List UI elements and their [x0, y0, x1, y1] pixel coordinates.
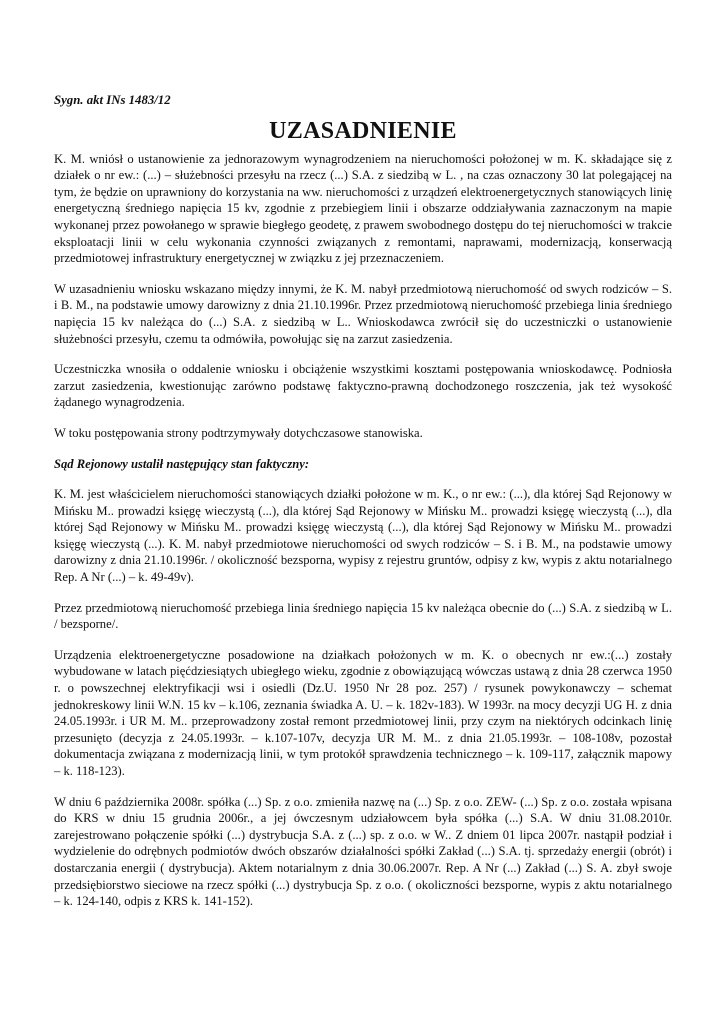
paragraph-6: Przez przedmiotową nieruchomość przebiega linia średniego napięcia 15 kv należąca obecnie do (...) S.A. z siedzibą w L. / bezsporne/.	[54, 600, 672, 632]
paragraph-1: K. M. wniósł o ustanowienie za jednorazowym wynagrodzeniem na nieruchomości położonej w m. K. składające się z działek o nr ew.: (...) – służebności przesyłu na rzecz (...) S.A. z siedzibą w L. , na czas oznaczony 30 lat polegającej na tym, że będzie on uprawniony do korzystania na ww. nieruchomości z urządzeń elektroenergetycznych stanowiących linię energetyczną średniego napięcia 15 kv, zgodnie z przebiegiem linii i obszarze oddziaływania zaznaczonym na mapie wykonanej przez powołanego w sprawie biegłego geodetę, z prawem swobodnego dostępu do tej nieruchomości w trakcie eksploatacji linii w celu wykonania czynności związanych z remontami, naprawami, modernizacją, konserwacją przedmiotowej infrastruktury energetycznej w związku z jej przeznaczeniem.	[54, 151, 672, 266]
case-signature: Sygn. akt INs 1483/12	[54, 93, 171, 107]
paragraph-8: W dniu 6 października 2008r. spółka (...) Sp. z o.o. zmieniła nazwę na (...) Sp. z o.o. ZEW- (...) Sp. z o.o. została wpisana do KRS w dniu 15 grudnia 2006r., a jej ówczesnym udziałowcem była spółka (...) S.A. W dniu 31.08.2010r. zarejestrowano połączenie spółki (...) dystrybucja S.A. z (...) sp. z o.o. w W.. Z dniem 01 lipca 2007r. nastąpił podział i wydzielenie do odrębnych podmiotów dwóch obszarów działalności spółki Zakład (...) S.A. tj. sprzedaży energii (obrót) i dostarczania energii ( dystrybucja). Aktem notarialnym z dnia 30.06.2007r. Rep. A Nr (...) Zakład (...) S. A. zbył swoje przedsiębiorstwo sieciowe na rzecz spółki (...) dystrybucja Sp. z o.o. ( okoliczności bezsporne, wypis z aktu notarialnego – k. 124-140, odpis z KRS k. 141-152).	[54, 794, 672, 909]
section-heading: Sąd Rejonowy ustalił następujący stan faktyczny:	[54, 456, 310, 471]
paragraph-3: Uczestniczka wnosiła o oddalenie wniosku i obciążenie wszystkimi kosztami postępowania wnioskodawcę. Podniosła zarzut zasiedzenia, kwestionując zarówno podstawę faktyczno-prawną dochodzonego roszczenia, jak też wysokość żądanego wynagrodzenia.	[54, 362, 672, 410]
paragraph-7: Urządzenia elektroenergetyczne posadowione na działkach położonych w m. K. o obecnych nr ew.:(...) zostały wybudowane w latach pięćdziesiątych ubiegłego wieku, zgodnie z obowiązującą wówczas ustawą z dnia 28 czerwca 1950 r. o powszechnej elektryfikacji wsi i osiedli (Dz.U. 1950 Nr 28 poz. 257) / rysunek powykonawczy – schemat jednokreskowy linii W.N. 15 kv – k.106, zeznania świadka A. U. – k. 182v-183). W 1993r. na mocy decyzji UG H. z dnia 24.05.1993r. i UR M. M.. przeprowadzony został remont przedmiotowej linii, przy czym na niektórych odcinkach linię przesunięto (decyzja z 24.05.1993r. – k.107-107v, decyzja UR M. M.. z dnia 21.05.1993r. – 108-108v, pozostał dokumentacja związana z modernizacją linii, w tym protokół sprawdzenia technicznego – k. 109-117, załącznik mapowy – k. 118-123).	[54, 647, 672, 778]
document-title: UZASADNIENIE	[269, 117, 457, 144]
paragraph-4: W toku postępowania strony podtrzymywały dotychczasowe stanowiska.	[54, 425, 423, 440]
paragraph-2: W uzasadnieniu wniosku wskazano między innymi, że K. M. nabył przedmiotową nieruchomość od swych rodziców – S. i B. M., na podstawie umowy darowizny z dnia 21.10.1996r. Przez przedmiotową nieruchomość przebiega linia średniego napięcia 15 kv należąca do (...) S.A. z siedzibą w L.. Wnioskodawca zwrócił się do uczestniczki o ustanowienie służebności przesyłu, czemu ta odmówiła, powołując się na zarzut zasiedzenia.	[54, 281, 672, 346]
paragraph-5: K. M. jest właścicielem nieruchomości stanowiących działki położone w m. K., o nr ew.: (...), dla której Sąd Rejonowy w Mińsku M.. prowadzi księgę wieczystą (...), dla której Sąd Rejonowy w Mińsku M.. prowadzi księgę wieczystą (...), dla której Sąd Rejonowy w Mińsku M.. prowadzi księgę wieczystą (...), dla której Sąd Rejonowy w Mińsku M.. prowadzi księgę wieczystą (...). K. M. nabył przedmiotowe nieruchomości od swych rodziców – S. i B. M., na podstawie umowy darowizny z dnia 21.10.1996r. / okoliczność bezsporna, wypisy z rejestru gruntów, odpisy z kw, wypis z aktu notarialnego Rep. A Nr (...) – k. 49-49v).	[54, 487, 672, 585]
document-page	[54, 92, 672, 924]
